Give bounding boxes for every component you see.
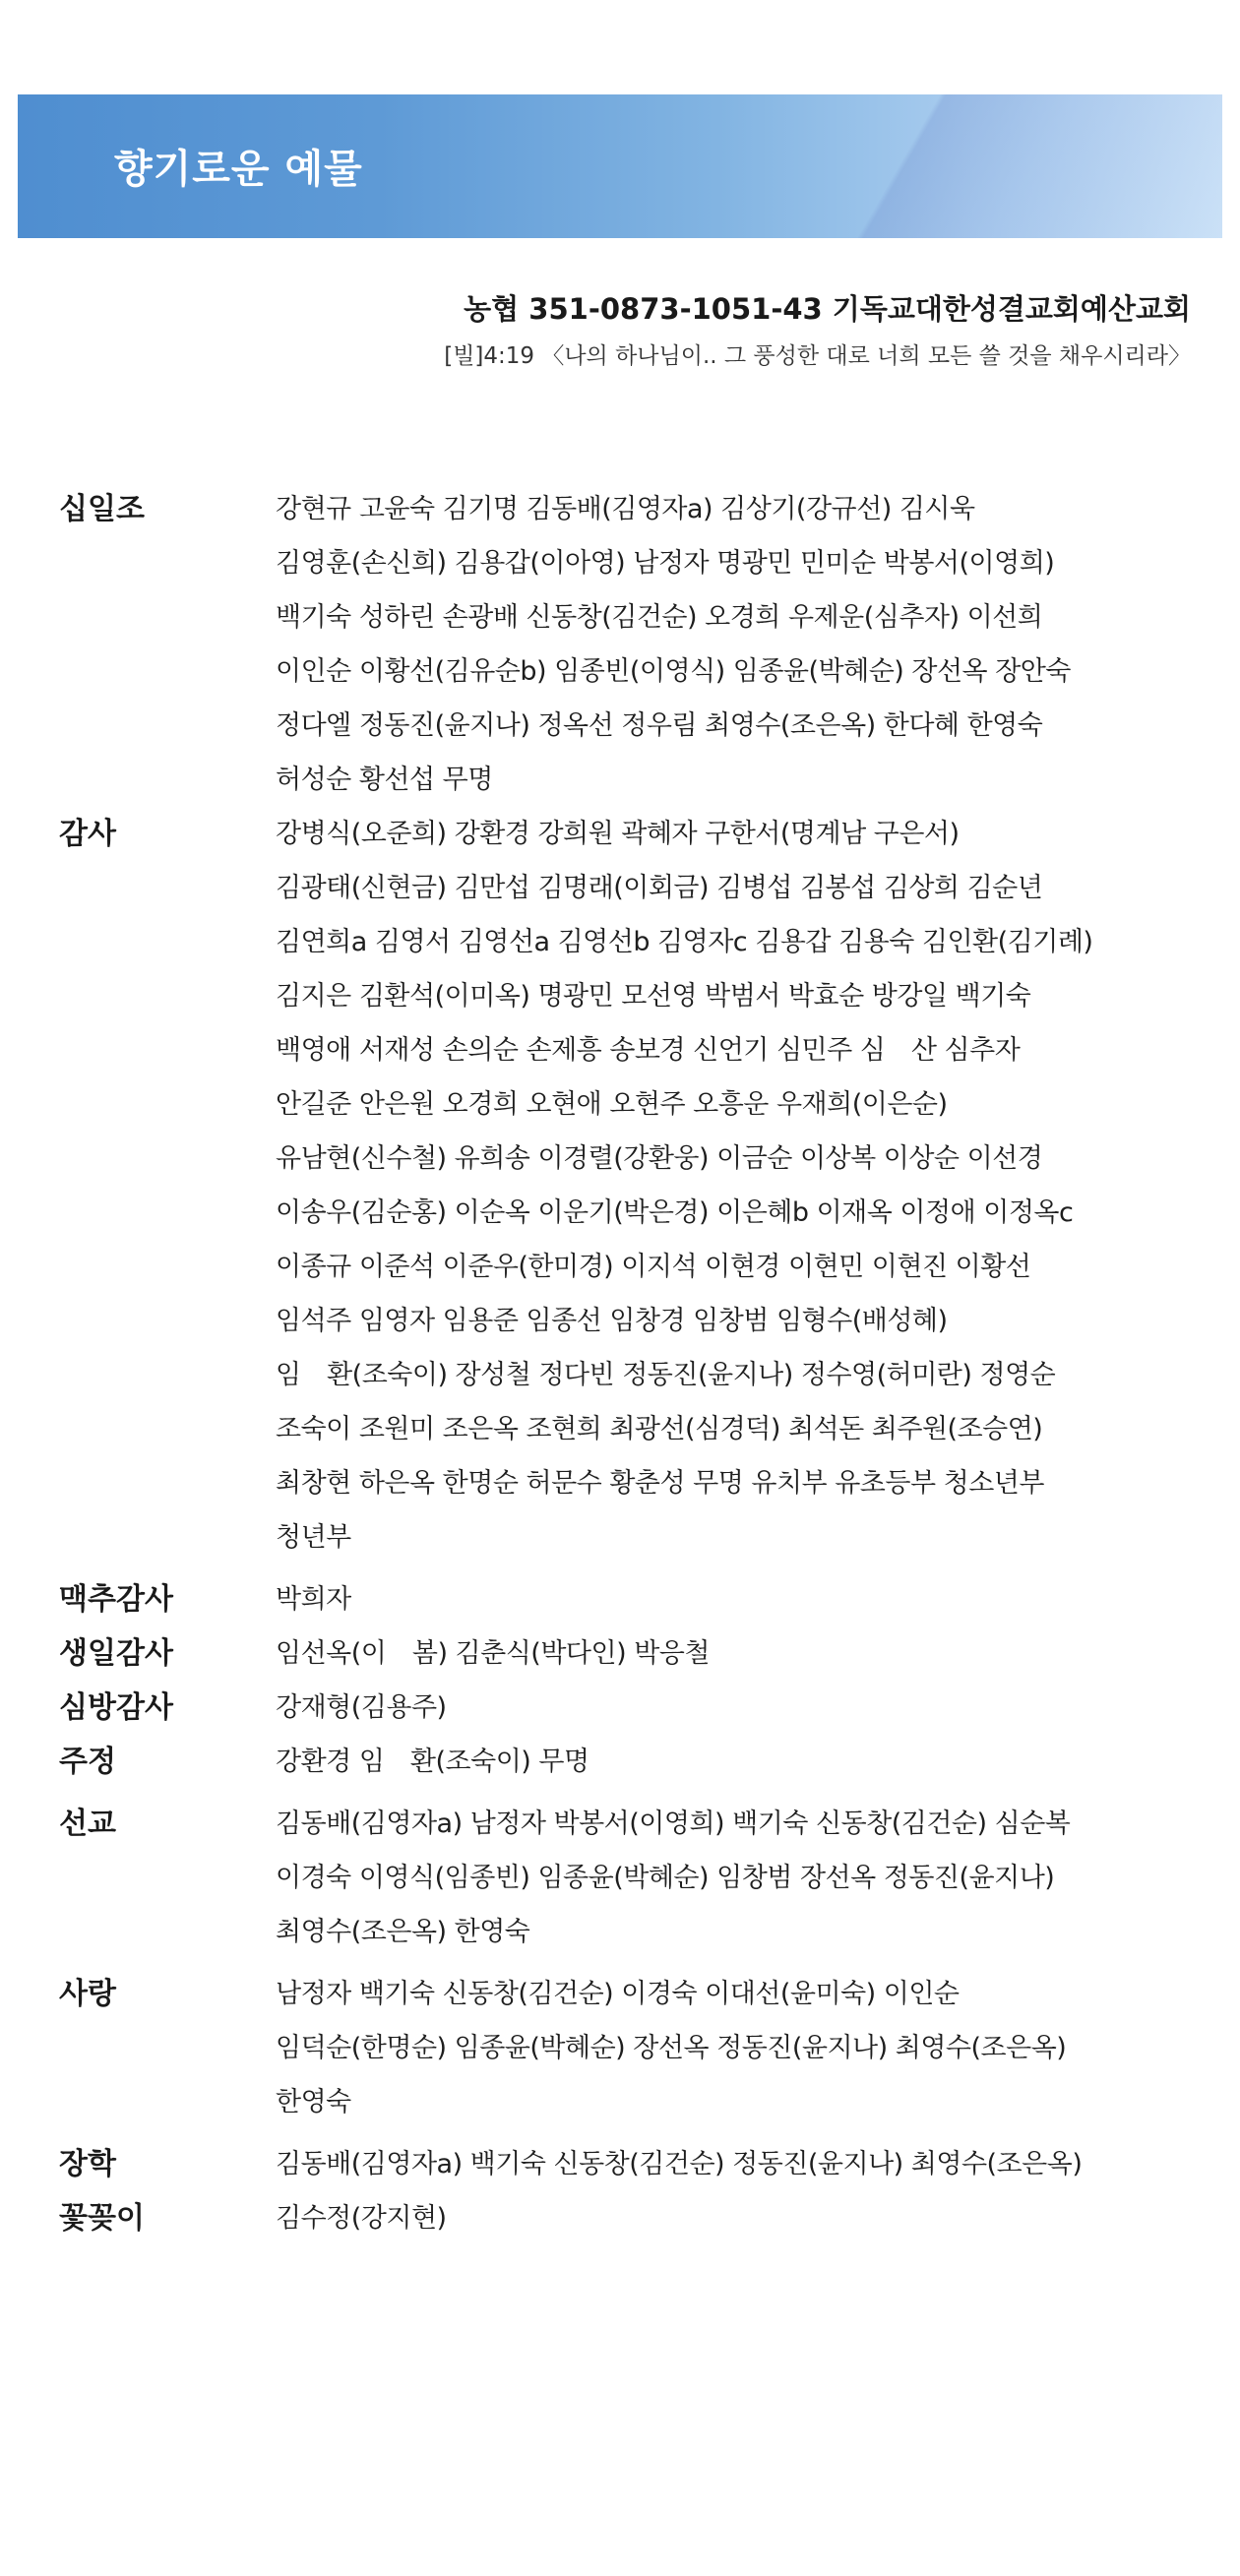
name-line: 김지은 김환석(이미옥) 명광민 모선영 박범서 박효순 방강일 백기숙	[276, 981, 1031, 1012]
offering-label: 꽃꽂이	[59, 2201, 145, 2236]
offering-label: 감사	[59, 817, 116, 851]
name-line: 이종규 이준석 이준우(한미경) 이지석 이현경 이현민 이현진 이황선	[276, 1252, 1031, 1282]
name-line: 임 환(조숙이) 장성철 정다빈 정동진(윤지나) 정수영(허미란) 정영순	[276, 1360, 1056, 1390]
name-line: 이송우(김순홍) 이순옥 이운기(박은경) 이은혜b 이재옥 이정애 이정옥c	[276, 1197, 1074, 1228]
offering-row-love	[59, 1967, 1191, 2129]
offering-label: 선교	[59, 1807, 116, 1841]
offering-label: 주정	[59, 1745, 116, 1779]
offering-row-harvest-thanks	[59, 1572, 1191, 1626]
name-line: 허성순 황선섭 무명	[276, 765, 493, 795]
offering-row-mission	[59, 1797, 1191, 1959]
name-line: 김영훈(손신희) 김용갑(이아영) 남정자 명광민 민미순 박봉서(이영희)	[276, 548, 1055, 579]
name-line: 박희자	[276, 1584, 351, 1615]
name-line: 조숙이 조원미 조은옥 조현희 최광선(심경덕) 최석돈 최주원(조승연)	[276, 1414, 1043, 1444]
name-line: 강환경 임 환(조숙이) 무명	[276, 1747, 589, 1777]
offering-names	[276, 1967, 1191, 2129]
name-line: 최창현 하은옥 한명순 허문수 황춘성 무명 유치부 유초등부 청소년부	[276, 1468, 1044, 1499]
name-line: 이경숙 이영식(임종빈) 임종윤(박혜순) 임창범 장선옥 정동진(윤지나)	[276, 1863, 1055, 1893]
banner-decoration	[707, 94, 1222, 238]
name-line: 정다엘 정동진(윤지나) 정옥선 정우림 최영수(조은옥) 한다혜 한영숙	[276, 710, 1043, 741]
name-line: 김동배(김영자a) 남정자 박봉서(이영희) 백기숙 신동창(김건순) 심순복	[276, 1809, 1071, 1839]
offering-names	[276, 482, 1191, 807]
name-line: 김광태(신현금) 김만섭 김명래(이회금) 김병섭 김봉섭 김상희 김순년	[276, 873, 1043, 903]
offering-names	[276, 2191, 1191, 2245]
name-line: 이인순 이황선(김유순b) 임종빈(이영식) 임종윤(박혜순) 장선옥 장안숙	[276, 656, 1071, 687]
name-line: 김동배(김영자a) 백기숙 신동창(김건순) 정동진(윤지나) 최영수(조은옥)	[276, 2149, 1083, 2179]
name-line: 최영수(조은옥) 한영숙	[276, 1917, 530, 1947]
offering-label: 생일감사	[59, 1636, 173, 1671]
offering-row-thanks	[59, 807, 1191, 1564]
scripture-verse: [빌]4:19 〈나의 하나님이.. 그 풍성한 대로 너희 모든 쓸 것을 채우시리라〉	[444, 343, 1191, 369]
offering-label: 십일조	[59, 492, 145, 526]
offering-names	[276, 1797, 1191, 1959]
name-line: 임석주 임영자 임용준 임종선 임창경 임창범 임형수(배성혜)	[276, 1306, 948, 1336]
offering-names	[276, 2137, 1191, 2191]
name-line: 임선옥(이 봄) 김춘식(박다인) 박응철	[276, 1638, 710, 1669]
offering-label: 사랑	[59, 1977, 116, 2011]
name-line: 강병식(오준희) 강환경 강희원 곽혜자 구한서(명계남 구은서)	[276, 819, 960, 849]
offering-names	[276, 1626, 1191, 1681]
offering-label: 맥추감사	[59, 1582, 173, 1617]
name-line: 김수정(강지현)	[276, 2203, 447, 2234]
name-line: 백영애 서재성 손의순 손제흥 송보경 신언기 심민주 심 산 심추자	[276, 1035, 1021, 1066]
offering-list	[59, 482, 1191, 2245]
offering-names	[276, 1572, 1191, 1626]
name-line: 강재형(김용주)	[276, 1692, 447, 1723]
name-line: 안길준 안은원 오경희 오현애 오현주 오흥운 우재희(이은순)	[276, 1089, 948, 1120]
offering-row-flowers	[59, 2191, 1191, 2245]
name-line: 유남현(신수철) 유희송 이경렬(강환웅) 이금순 이상복 이상순 이선경	[276, 1143, 1043, 1174]
page-title: 향기로운 예물	[114, 147, 363, 192]
name-line: 백기숙 성하린 손광배 신동창(김건순) 오경희 우제운(심추자) 이선희	[276, 602, 1043, 633]
offering-names	[276, 1735, 1191, 1789]
bank-account-info: 농협 351-0873-1051-43 기독교대한성결교회예산교회	[464, 292, 1191, 326]
offering-names	[276, 807, 1191, 1564]
offering-row-tithe	[59, 482, 1191, 807]
offering-label: 장학	[59, 2147, 116, 2181]
name-line: 한영숙	[276, 2087, 351, 2117]
offering-row-scholarship	[59, 2137, 1191, 2191]
name-line: 청년부	[276, 1522, 351, 1553]
name-line: 강현규 고윤숙 김기명 김동배(김영자a) 김상기(강규선) 김시욱	[276, 494, 975, 524]
name-line: 김연희a 김영서 김영선a 김영선b 김영자c 김용갑 김용숙 김인환(김기례)	[276, 927, 1093, 957]
offering-row-birthday-thanks	[59, 1626, 1191, 1681]
offering-row-visit-thanks	[59, 1681, 1191, 1735]
name-line: 남정자 백기숙 신동창(김건순) 이경숙 이대선(윤미숙) 이인순	[276, 1979, 960, 2009]
name-line: 임덕순(한명순) 임종윤(박혜순) 장선옥 정동진(윤지나) 최영수(조은옥)	[276, 2033, 1067, 2063]
offering-names	[276, 1681, 1191, 1735]
header-banner	[18, 94, 1222, 238]
offering-label: 심방감사	[59, 1690, 173, 1725]
offering-row-sunday	[59, 1735, 1191, 1789]
